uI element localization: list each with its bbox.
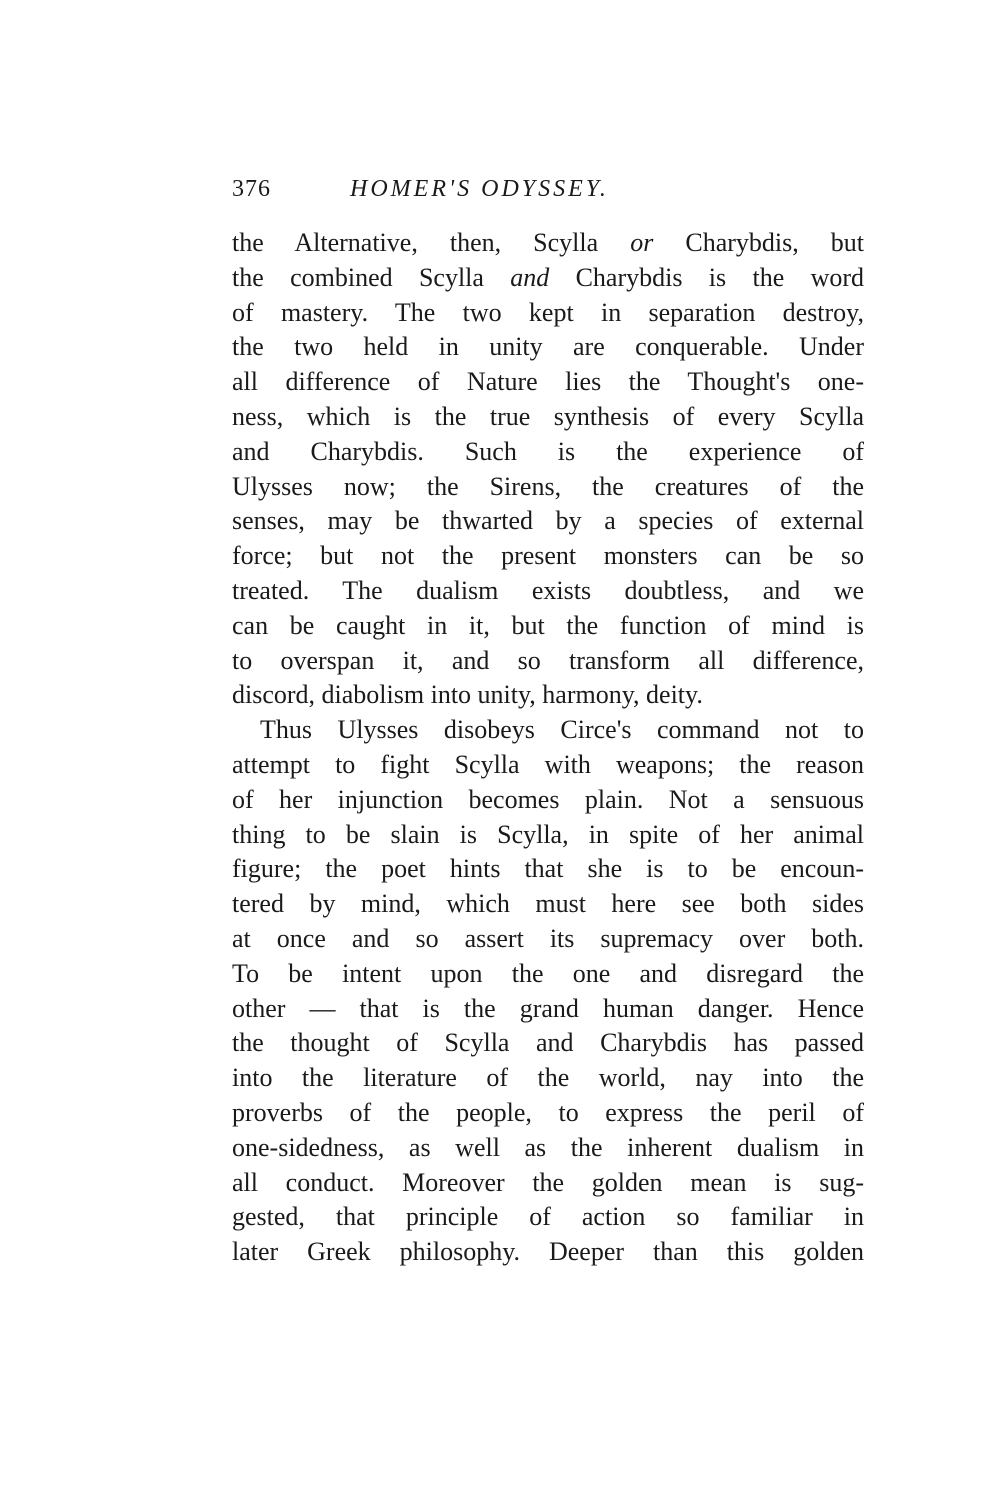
text-line: at once and so assert its supremacy over both.	[232, 923, 864, 953]
page-header	[232, 172, 864, 206]
text-line: gested, that principle of action so familiar in	[232, 1202, 864, 1232]
page-number: 376	[232, 176, 271, 202]
text-line: can be caught in it, but the function of mind is	[232, 610, 864, 640]
text-line: of her injunction becomes plain. Not a sensuous	[232, 784, 864, 814]
body-text	[232, 226, 864, 1270]
text-line: one-sidedness, as well as the inherent dualism in	[232, 1132, 864, 1162]
text-line: To be intent upon the one and disregard the	[232, 958, 864, 988]
paragraph-start-line: Thus Ulysses disobeys Circe's command not to	[260, 715, 864, 745]
text-line: figure; the poet hints that she is to be encoun-	[232, 854, 864, 884]
text-line: and Charybdis. Such is the experience of	[232, 436, 864, 466]
text-line: senses, may be thwarted by a species of external	[232, 506, 864, 536]
text-line: other — that is the grand human danger. Hence	[232, 993, 864, 1023]
paragraph-end-line: discord, diabolism into unity, harmony, deity.	[232, 680, 703, 710]
text-line: all conduct. Moreover the golden mean is sug-	[232, 1167, 864, 1197]
text-line: treated. The dualism exists doubtless, and we	[232, 575, 864, 605]
text-line: thing to be slain is Scylla, in spite of her animal	[232, 819, 864, 849]
text-line: later Greek philosophy. Deeper than this golden	[232, 1237, 864, 1267]
text-line: force; but not the present monsters can be so	[232, 541, 864, 571]
running-title: HOMER'S ODYSSEY.	[350, 176, 609, 202]
text-line: ness, which is the true synthesis of every Scylla	[232, 401, 864, 431]
text-line: to overspan it, and so transform all difference,	[232, 645, 864, 675]
text-line: of mastery. The two kept in separation destroy,	[232, 297, 864, 327]
text-line: the two held in unity are conquerable. Under	[232, 332, 864, 362]
text-line: Ulysses now; the Sirens, the creatures of the	[232, 471, 864, 501]
text-line: proverbs of the people, to express the peril of	[232, 1097, 864, 1127]
text-line: tered by mind, which must here see both sides	[232, 889, 864, 919]
text-line: attempt to fight Scylla with weapons; the reason	[232, 749, 864, 779]
text-line: the combined Scylla and Charybdis is the word	[232, 262, 864, 292]
text-line: the thought of Scylla and Charybdis has passed	[232, 1028, 864, 1058]
text-line: all difference of Nature lies the Thought's one-	[232, 367, 864, 397]
text-line: the Alternative, then, Scylla or Charybdis, but	[232, 228, 864, 257]
text-line: into the literature of the world, nay into the	[232, 1063, 864, 1093]
